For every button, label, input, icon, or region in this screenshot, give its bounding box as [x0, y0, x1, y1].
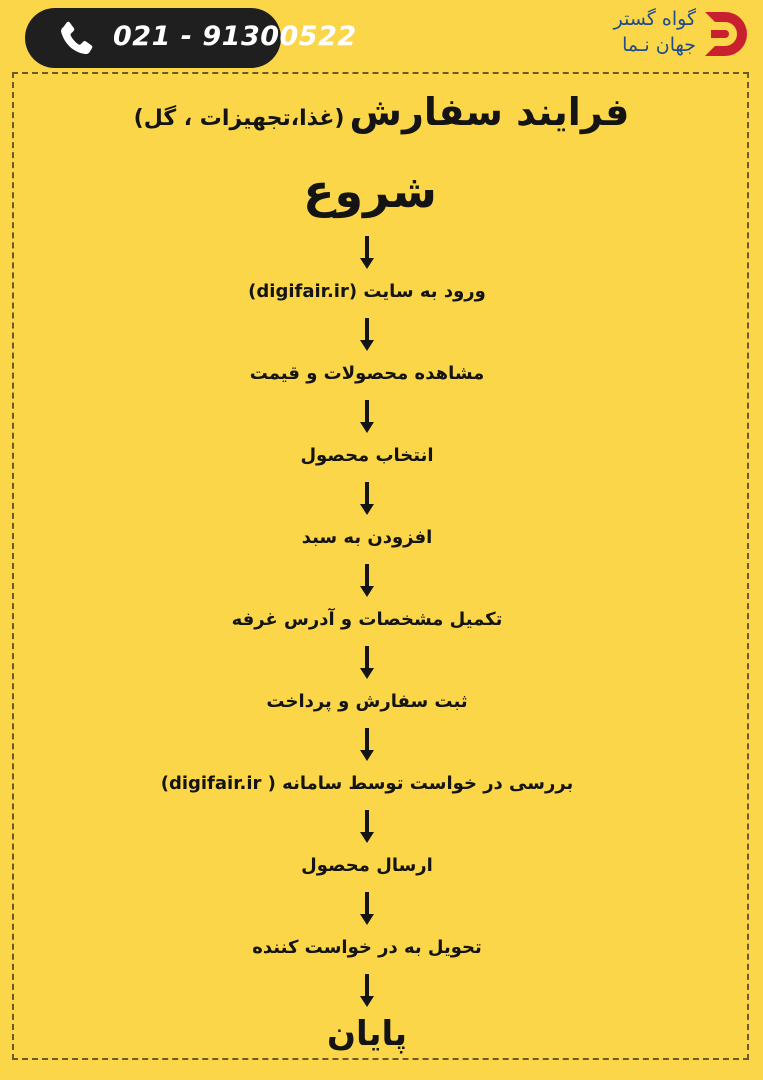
page-title: [0, 90, 763, 134]
arrow-down-icon: [358, 728, 376, 762]
arrow-down-icon: [358, 400, 376, 434]
step-label: ثبت سفارش و پرداخت: [266, 691, 468, 712]
title-main: فرایند سفارش: [349, 90, 630, 134]
step-label: ارسال محصول: [301, 855, 433, 876]
flow-step: [300, 400, 433, 482]
flow-step: [301, 810, 433, 892]
phone-number: 021 - 91300522: [113, 21, 357, 52]
phone-icon: [55, 18, 99, 62]
flow-end: پایان: [326, 1014, 408, 1054]
step-label: افزودن به سبد: [301, 527, 433, 548]
step-label: ورود به سایت (digifair.ir): [248, 281, 486, 302]
phone-badge[interactable]: [25, 8, 357, 68]
arrow-down-icon: [358, 318, 376, 352]
step-label: مشاهده محصولات و قیمت: [249, 363, 485, 384]
arrow-down-icon: [358, 482, 376, 516]
flow-step: [266, 646, 467, 728]
flow-start: شروع: [303, 164, 437, 218]
flow-step: [250, 318, 485, 400]
flow-step: [232, 564, 503, 646]
arrow-down-icon: [358, 564, 376, 598]
brand-logo-icon: [701, 8, 747, 60]
title-sub: (غذا،تجهیزات ، گل): [133, 106, 345, 131]
flow-steps: [0, 236, 734, 1056]
step-label: انتخاب محصول: [300, 445, 434, 466]
flow-step: [248, 236, 486, 318]
flow-step: [252, 892, 482, 974]
flow-step: [302, 482, 433, 564]
step-label: تحویل به در خواست کننده: [252, 937, 482, 958]
brand-line-2: جهان نـما: [622, 34, 696, 56]
arrow-down-icon: [358, 810, 376, 844]
brand-line-1: گواه گستر: [613, 8, 696, 30]
flow-step: [161, 728, 574, 810]
arrow-down-icon: [358, 236, 376, 270]
flow-end-block: [327, 974, 407, 1056]
step-label: بررسی در خواست توسط سامانه ( digifair.ir): [160, 773, 574, 794]
arrow-down-icon: [358, 974, 376, 1008]
arrow-down-icon: [358, 892, 376, 926]
arrow-down-icon: [358, 646, 376, 680]
brand-name: [614, 6, 696, 58]
step-label: تکمیل مشخصات و آدرس غرفه: [231, 609, 503, 630]
